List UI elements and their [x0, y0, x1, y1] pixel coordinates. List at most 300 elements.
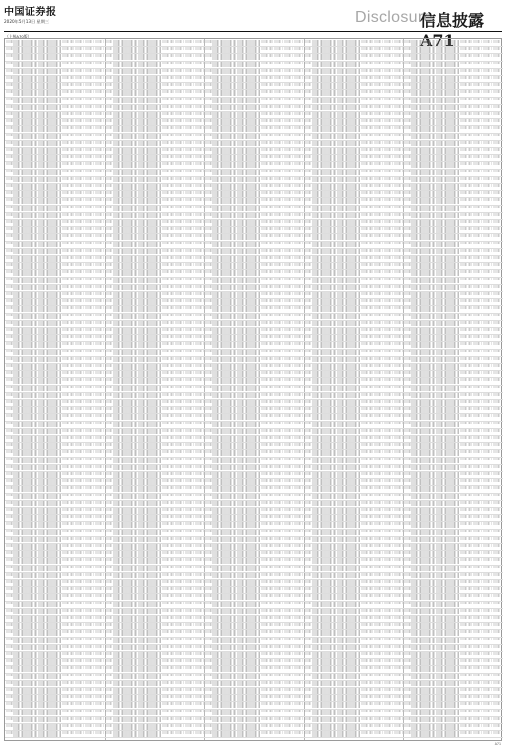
micro-print-cell	[294, 134, 303, 137]
micro-print-cell	[274, 47, 283, 50]
micro-print-cell	[95, 371, 104, 374]
micro-print-cell	[195, 530, 204, 533]
micro-print-cell	[75, 494, 84, 497]
micro-print-cell	[195, 465, 204, 468]
micro-print-cell	[62, 393, 74, 396]
micro-print-cell	[6, 206, 13, 209]
micro-print-cell	[113, 90, 137, 96]
micro-print-cell	[85, 602, 94, 605]
micro-print-cell	[85, 638, 94, 641]
micro-print-cell	[75, 299, 84, 302]
micro-print-cell	[261, 112, 273, 115]
micro-print-cell	[274, 227, 283, 230]
micro-print-cell	[75, 450, 84, 453]
micro-print-cell	[113, 393, 137, 399]
micro-print-cell	[85, 515, 94, 518]
micro-print-cell	[105, 479, 112, 482]
micro-print-cell	[195, 695, 204, 698]
micro-print-cell	[195, 666, 204, 669]
micro-print-cell	[261, 220, 273, 223]
micro-print-cell	[138, 666, 161, 672]
micro-print-cell	[95, 587, 104, 590]
micro-print-cell	[38, 335, 61, 341]
micro-print-cell	[6, 486, 13, 489]
micro-print-cell	[195, 645, 204, 648]
micro-print-cell	[75, 364, 84, 367]
micro-print-cell	[13, 220, 37, 226]
micro-print-cell	[62, 141, 74, 144]
micro-print-cell	[6, 508, 13, 511]
micro-print-cell	[75, 587, 84, 590]
micro-print-cell	[212, 112, 236, 118]
micro-print-cell	[113, 486, 137, 492]
micro-print-cell	[138, 76, 161, 82]
micro-print-cell	[75, 126, 84, 129]
micro-print-cell	[175, 378, 184, 381]
micro-print-cell	[113, 162, 137, 168]
micro-print-cell	[75, 270, 84, 273]
micro-print-cell	[13, 148, 37, 154]
micro-print-cell	[38, 638, 61, 644]
micro-print-cell	[175, 724, 184, 727]
micro-print-cell	[138, 508, 161, 514]
micro-print-cell	[175, 522, 184, 525]
micro-print-cell	[75, 400, 84, 403]
micro-print-cell	[195, 62, 204, 65]
micro-print-cell	[62, 220, 74, 223]
micro-print-cell	[274, 62, 283, 65]
micro-print-cell	[185, 638, 194, 641]
micro-print-cell	[75, 573, 84, 576]
micro-print-cell	[75, 112, 84, 115]
micro-print-cell	[113, 285, 137, 291]
micro-print-cell	[113, 465, 137, 471]
micro-print-cell	[62, 479, 74, 482]
micro-print-cell	[185, 594, 194, 597]
micro-print-cell	[175, 710, 184, 713]
micro-print-cell	[237, 249, 260, 255]
micro-print-cell	[105, 458, 112, 461]
micro-print-cell	[38, 126, 61, 132]
micro-print-cell	[185, 465, 194, 468]
micro-print-cell	[113, 623, 137, 629]
micro-print-cell	[6, 134, 13, 137]
micro-print-cell	[105, 400, 112, 403]
micro-print-cell	[113, 645, 137, 651]
micro-print-cell	[185, 386, 194, 389]
micro-print-cell	[162, 724, 174, 727]
micro-print-cell	[113, 717, 137, 723]
micro-print-cell	[75, 544, 84, 547]
micro-print-cell	[185, 170, 194, 173]
micro-print-cell	[13, 162, 37, 168]
micro-print-cell	[138, 522, 161, 528]
micro-print-cell	[75, 594, 84, 597]
micro-print-cell	[205, 256, 212, 259]
micro-print-cell	[75, 508, 84, 511]
micro-print-cell	[138, 54, 161, 60]
micro-print-cell	[38, 227, 61, 233]
micro-print-cell	[105, 515, 112, 518]
micro-print-cell	[162, 249, 174, 252]
micro-print-cell	[294, 83, 303, 86]
micro-print-cell	[205, 62, 212, 65]
micro-print-cell	[175, 328, 184, 331]
micro-print-cell	[62, 256, 74, 259]
micro-print-cell	[85, 306, 94, 309]
micro-print-cell	[85, 40, 94, 43]
micro-print-cell	[6, 357, 13, 360]
micro-print-cell	[75, 76, 84, 79]
micro-print-cell	[162, 566, 174, 569]
micro-print-cell	[95, 40, 104, 43]
micro-print-cell	[138, 422, 161, 428]
micro-print-cell	[175, 321, 184, 324]
micro-print-cell	[113, 206, 137, 212]
micro-print-cell	[175, 292, 184, 295]
micro-print-cell	[13, 371, 37, 377]
micro-print-cell	[105, 573, 112, 576]
micro-print-cell	[95, 515, 104, 518]
micro-print-cell	[294, 76, 303, 79]
micro-print-cell	[175, 443, 184, 446]
micro-print-cell	[113, 47, 137, 53]
micro-print-cell	[105, 501, 112, 504]
micro-print-cell	[95, 537, 104, 540]
micro-print-cell	[38, 695, 61, 701]
micro-print-cell	[162, 530, 174, 533]
micro-print-cell	[113, 414, 137, 420]
micro-print-cell	[105, 162, 112, 165]
micro-print-cell	[95, 422, 104, 425]
micro-print-cell	[13, 198, 37, 204]
micro-print-cell	[138, 357, 161, 363]
micro-print-cell	[85, 162, 94, 165]
micro-print-cell	[261, 234, 273, 237]
micro-print-cell	[6, 170, 13, 173]
micro-print-cell	[175, 386, 184, 389]
micro-print-cell	[205, 112, 212, 115]
micro-print-cell	[6, 436, 13, 439]
micro-print-cell	[62, 400, 74, 403]
micro-print-cell	[138, 263, 161, 269]
micro-print-cell	[75, 710, 84, 713]
micro-print-cell	[62, 371, 74, 374]
micro-print-cell	[13, 443, 37, 449]
micro-print-cell	[62, 83, 74, 86]
micro-print-cell	[195, 306, 204, 309]
micro-print-cell	[237, 162, 260, 168]
micro-print-cell	[95, 314, 104, 317]
micro-print-cell	[185, 393, 194, 396]
micro-print-cell	[162, 83, 174, 86]
micro-print-cell	[294, 112, 303, 115]
micro-print-cell	[13, 191, 37, 197]
micro-print-cell	[85, 62, 94, 65]
micro-print-cell	[75, 285, 84, 288]
micro-print-cell	[284, 141, 293, 144]
micro-print-cell	[38, 134, 61, 140]
micro-print-cell	[185, 436, 194, 439]
micro-print-cell	[75, 688, 84, 691]
micro-print-cell	[274, 191, 283, 194]
micro-print-cell	[38, 148, 61, 154]
micro-print-cell	[85, 573, 94, 576]
micro-print-cell	[95, 681, 104, 684]
micro-print-cell	[162, 256, 174, 259]
micro-print-cell	[95, 105, 104, 108]
micro-print-cell	[294, 162, 303, 165]
micro-print-cell	[294, 47, 303, 50]
micro-print-cell	[162, 422, 174, 425]
micro-print-cell	[38, 731, 61, 737]
micro-print-cell	[38, 141, 61, 147]
micro-print-cell	[95, 206, 104, 209]
micro-print-cell	[38, 594, 61, 600]
masthead	[0, 0, 506, 32]
micro-print-cell	[185, 285, 194, 288]
micro-print-cell	[162, 652, 174, 655]
micro-print-cell	[13, 206, 37, 212]
micro-print-cell	[138, 414, 161, 420]
micro-print-cell	[274, 177, 283, 180]
micro-print-cell	[138, 674, 161, 680]
micro-print-cell	[138, 537, 161, 543]
micro-print-cell	[38, 299, 61, 305]
micro-print-cell	[162, 378, 174, 381]
micro-print-cell	[185, 724, 194, 727]
micro-print-cell	[105, 666, 112, 669]
micro-print-cell	[185, 522, 194, 525]
micro-print-cell	[185, 256, 194, 259]
micro-print-cell	[185, 623, 194, 626]
micro-print-cell	[85, 443, 94, 446]
micro-print-cell	[85, 450, 94, 453]
micro-print-cell	[162, 328, 174, 331]
micro-print-cell	[75, 54, 84, 57]
micro-print-cell	[105, 69, 112, 72]
micro-print-cell	[113, 126, 137, 132]
micro-print-cell	[6, 112, 13, 115]
micro-print-cell	[38, 90, 61, 96]
micro-print-cell	[212, 47, 236, 53]
micro-print-cell	[113, 450, 137, 456]
micro-print-cell	[195, 270, 204, 273]
micro-print-cell	[212, 40, 236, 46]
micro-print-cell	[113, 83, 137, 89]
micro-print-cell	[261, 83, 273, 86]
micro-print-cell	[13, 83, 37, 89]
micro-print-cell	[95, 328, 104, 331]
micro-print-cell	[185, 191, 194, 194]
micro-print-cell	[175, 602, 184, 605]
micro-print-cell	[113, 566, 137, 572]
micro-print-cell	[113, 724, 137, 730]
micro-print-cell	[6, 659, 13, 662]
micro-print-cell	[38, 602, 61, 608]
micro-print-cell	[13, 386, 37, 392]
micro-print-cell	[62, 285, 74, 288]
micro-print-cell	[95, 227, 104, 230]
micro-print-cell	[138, 206, 161, 212]
continuation-label: （上接A70版）	[5, 34, 31, 40]
micro-print-cell	[62, 386, 74, 389]
micro-print-cell	[237, 242, 260, 248]
micro-print-cell	[38, 263, 61, 269]
micro-print-cell	[6, 666, 13, 669]
section-brand-english: Disclosure	[355, 9, 433, 27]
micro-print-cell	[205, 198, 212, 201]
micro-print-cell	[85, 378, 94, 381]
micro-print-cell	[113, 638, 137, 644]
micro-print-cell	[162, 285, 174, 288]
micro-print-cell	[195, 112, 204, 115]
micro-print-cell	[6, 350, 13, 353]
micro-print-cell	[62, 407, 74, 410]
micro-print-cell	[105, 393, 112, 396]
micro-print-cell	[138, 191, 161, 197]
micro-print-cell	[261, 184, 273, 187]
micro-print-cell	[237, 47, 260, 53]
micro-print-cell	[162, 573, 174, 576]
micro-print-cell	[85, 220, 94, 223]
micro-print-cell	[175, 609, 184, 612]
micro-print-cell	[175, 674, 184, 677]
micro-print-cell	[261, 134, 273, 137]
micro-print-cell	[294, 220, 303, 223]
micro-print-cell	[185, 710, 194, 713]
micro-print-cell	[212, 170, 236, 176]
micro-print-cell	[212, 213, 236, 219]
micro-print-cell	[162, 220, 174, 223]
micro-print-cell	[212, 206, 236, 212]
micro-print-cell	[38, 587, 61, 593]
micro-print-cell	[162, 206, 174, 209]
micro-print-cell	[38, 328, 61, 334]
micro-print-cell	[75, 623, 84, 626]
micro-print-cell	[95, 378, 104, 381]
micro-print-cell	[138, 688, 161, 694]
micro-print-cell	[105, 306, 112, 309]
micro-print-cell	[195, 242, 204, 245]
micro-print-cell	[13, 522, 37, 528]
micro-print-cell	[195, 486, 204, 489]
micro-print-cell	[212, 177, 236, 183]
micro-print-cell	[95, 119, 104, 122]
micro-print-cell	[195, 357, 204, 360]
micro-print-cell	[162, 278, 174, 281]
micro-print-cell	[75, 263, 84, 266]
micro-print-cell	[85, 357, 94, 360]
micro-print-cell	[162, 522, 174, 525]
micro-print-cell	[162, 501, 174, 504]
micro-print-cell	[6, 422, 13, 425]
micro-print-cell	[75, 479, 84, 482]
micro-print-cell	[38, 414, 61, 420]
micro-print-cell	[6, 141, 13, 144]
micro-print-cell	[138, 429, 161, 435]
micro-print-cell	[38, 105, 61, 111]
micro-print-cell	[85, 184, 94, 187]
micro-print-cell	[195, 587, 204, 590]
micro-print-cell	[237, 184, 260, 190]
micro-print-cell	[105, 321, 112, 324]
micro-print-cell	[38, 62, 61, 68]
micro-print-cell	[6, 306, 13, 309]
micro-print-cell	[13, 342, 37, 348]
micro-print-cell	[13, 47, 37, 53]
micro-print-cell	[113, 695, 137, 701]
micro-print-cell	[205, 126, 212, 129]
micro-print-cell	[294, 62, 303, 65]
micro-print-cell	[113, 342, 137, 348]
micro-print-cell	[205, 162, 212, 165]
micro-print-cell	[95, 688, 104, 691]
micro-print-cell	[38, 54, 61, 60]
micro-print-cell	[95, 731, 104, 734]
micro-print-cell	[13, 285, 37, 291]
micro-print-cell	[237, 69, 260, 75]
micro-print-cell	[75, 422, 84, 425]
micro-print-cell	[75, 357, 84, 360]
micro-print-cell	[95, 292, 104, 295]
micro-print-cell	[38, 544, 61, 550]
micro-print-cell	[6, 695, 13, 698]
micro-print-cell	[38, 652, 61, 658]
micro-print-cell	[185, 126, 194, 129]
micro-print-cell	[138, 184, 161, 190]
micro-print-cell	[175, 227, 184, 230]
micro-print-cell	[38, 198, 61, 204]
micro-print-cell	[6, 414, 13, 417]
micro-print-cell	[75, 530, 84, 533]
micro-print-cell	[62, 702, 74, 705]
micro-print-cell	[105, 494, 112, 497]
micro-print-cell	[195, 148, 204, 151]
micro-print-cell	[185, 321, 194, 324]
micro-print-cell	[274, 90, 283, 93]
micro-print-cell	[75, 314, 84, 317]
micro-print-cell	[95, 285, 104, 288]
micro-print-cell	[175, 220, 184, 223]
micro-print-cell	[185, 155, 194, 158]
micro-print-cell	[105, 486, 112, 489]
micro-print-cell	[284, 76, 293, 79]
micro-print-cell	[205, 220, 212, 223]
micro-print-cell	[175, 213, 184, 216]
micro-print-cell	[284, 198, 293, 201]
micro-print-cell	[185, 292, 194, 295]
micro-print-cell	[13, 227, 37, 233]
micro-print-cell	[113, 443, 137, 449]
micro-print-cell	[95, 350, 104, 353]
micro-print-cell	[185, 213, 194, 216]
micro-print-cell	[195, 659, 204, 662]
micro-print-cell	[38, 249, 61, 255]
micro-print-cell	[185, 371, 194, 374]
micro-print-cell	[6, 90, 13, 93]
micro-print-cell	[138, 227, 161, 233]
micro-print-cell	[85, 256, 94, 259]
micro-print-cell	[105, 645, 112, 648]
micro-print-cell	[138, 213, 161, 219]
micro-print-cell	[62, 508, 74, 511]
micro-print-cell	[185, 76, 194, 79]
micro-print-cell	[205, 83, 212, 86]
micro-print-cell	[105, 386, 112, 389]
micro-print-cell	[95, 83, 104, 86]
micro-print-cell	[38, 537, 61, 543]
